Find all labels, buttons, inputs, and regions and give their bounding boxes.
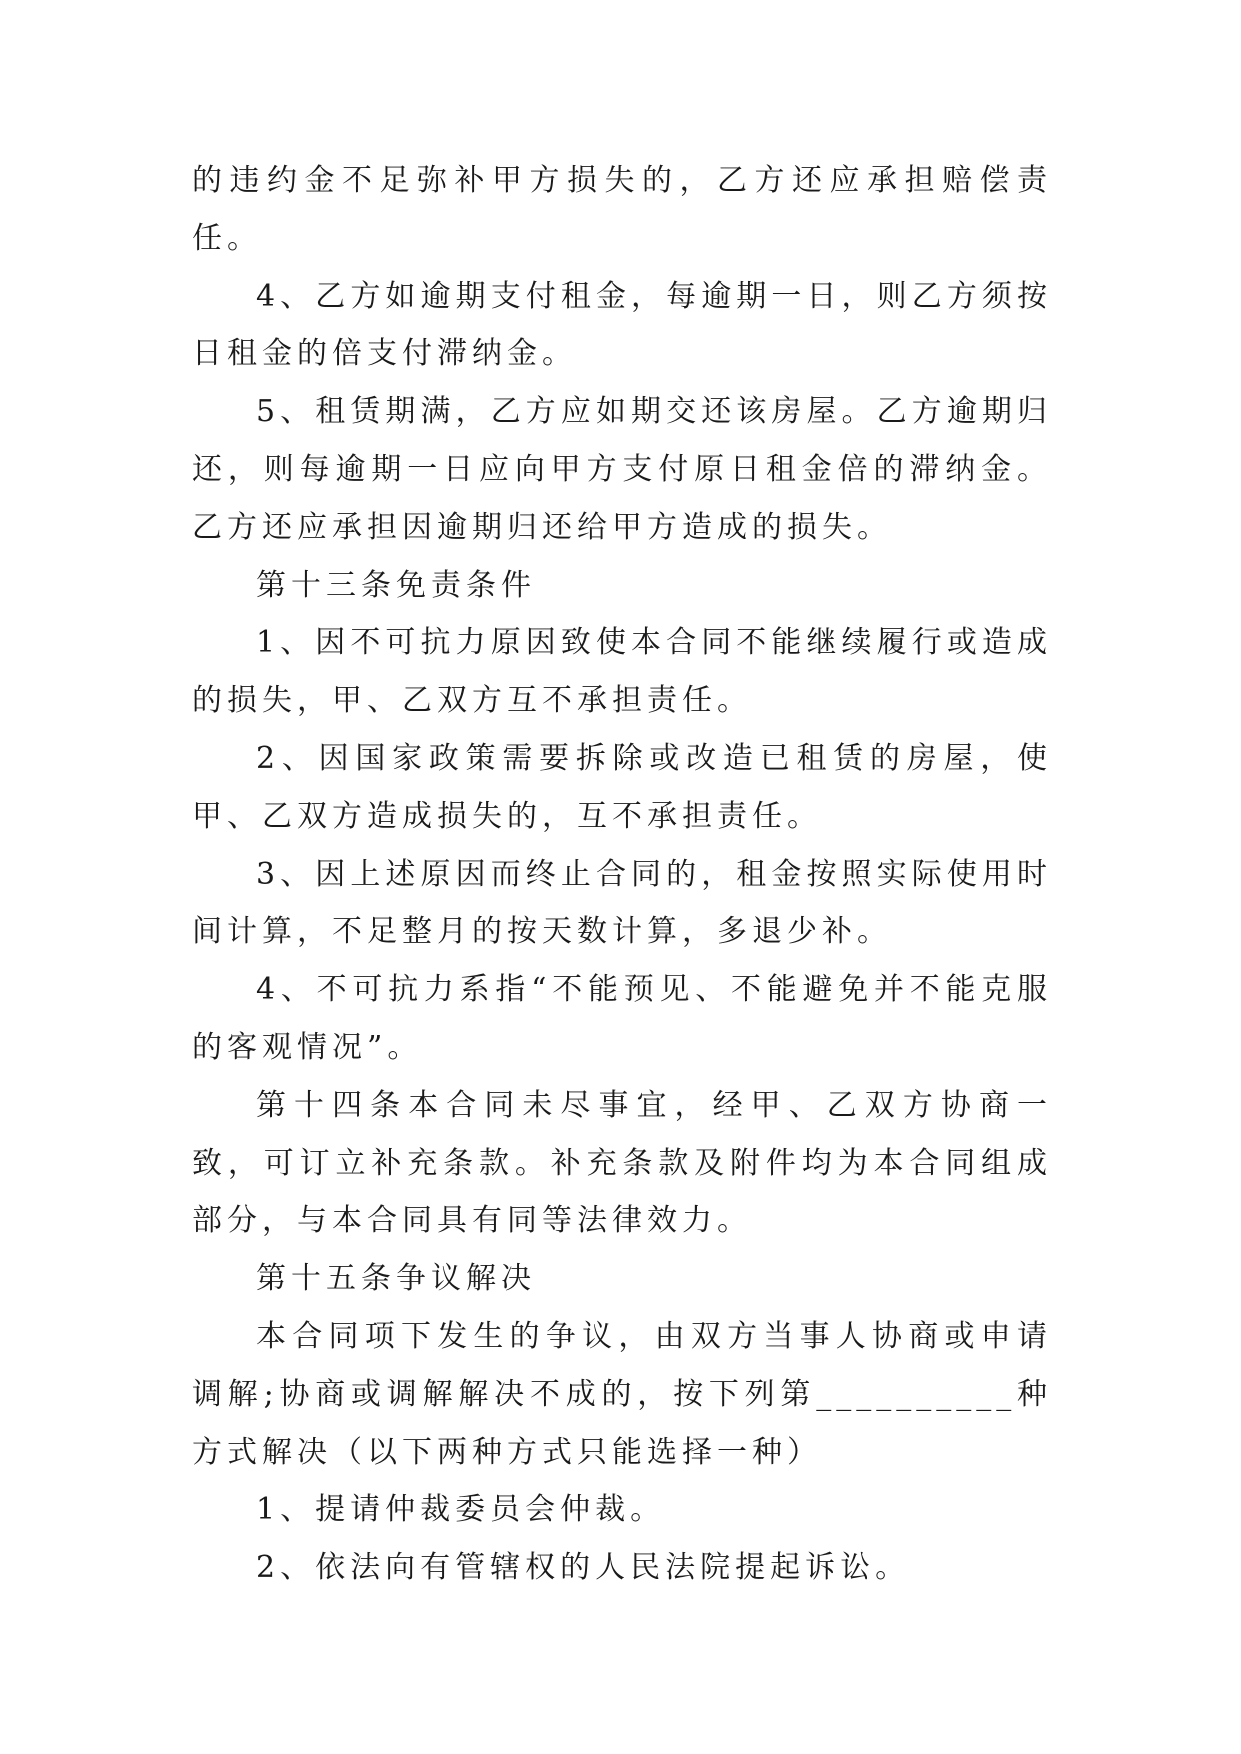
paragraph: 的违约金不足弥补甲方损失的，乙方还应承担赔偿责任。 (192, 163, 1052, 256)
paragraph: 1、因不可抗力原因致使本合同不能继续履行或造成的损失，甲、乙双方互不承担责任。 (192, 625, 1052, 719)
paragraph: 1、提请仲裁委员会仲裁。 (256, 1492, 666, 1528)
paragraph: 3、因上述原因而终止合同的，租金按照实际使用时间计算，不足整月的按天数计算，多退少补。 (192, 856, 1052, 950)
paragraph: 2、依法向有管辖权的人民法院提起诉讼。 (256, 1550, 911, 1586)
section-heading: 第十三条免责条件 (256, 567, 536, 603)
paragraph: 4、乙方如逾期支付租金，每逾期一日，则乙方须按日租金的倍支付滞纳金。 (192, 278, 1052, 372)
paragraph: 第十四条本合同未尽事宜，经甲、乙双方协商一致，可订立补充条款。补充条款及附件均为本合同组成部分，与本合同具有同等法律效力。 (192, 1087, 1052, 1239)
section-heading: 第十五条争议解决 (256, 1261, 536, 1297)
document-body (192, 152, 1052, 1597)
paragraph: 4、不可抗力系指“不能预见、不能避免并不能克服的客观情况”。 (192, 972, 1052, 1065)
paragraph: 2、因国家政策需要拆除或改造已租赁的房屋，使甲、乙双方造成损失的，互不承担责任。 (192, 740, 1052, 834)
paragraph: 本合同项下发生的争议，由双方当事人协商或申请调解;协商或调解解决不成的，按下列第__________种方式解决（以下两种方式只能选择一种） (192, 1318, 1052, 1470)
paragraph: 5、租赁期满，乙方应如期交还该房屋。乙方逾期归还，则每逾期一日应向甲方支付原日租金倍的滞纳金。乙方还应承担因逾期归还给甲方造成的损失。 (192, 394, 1052, 545)
